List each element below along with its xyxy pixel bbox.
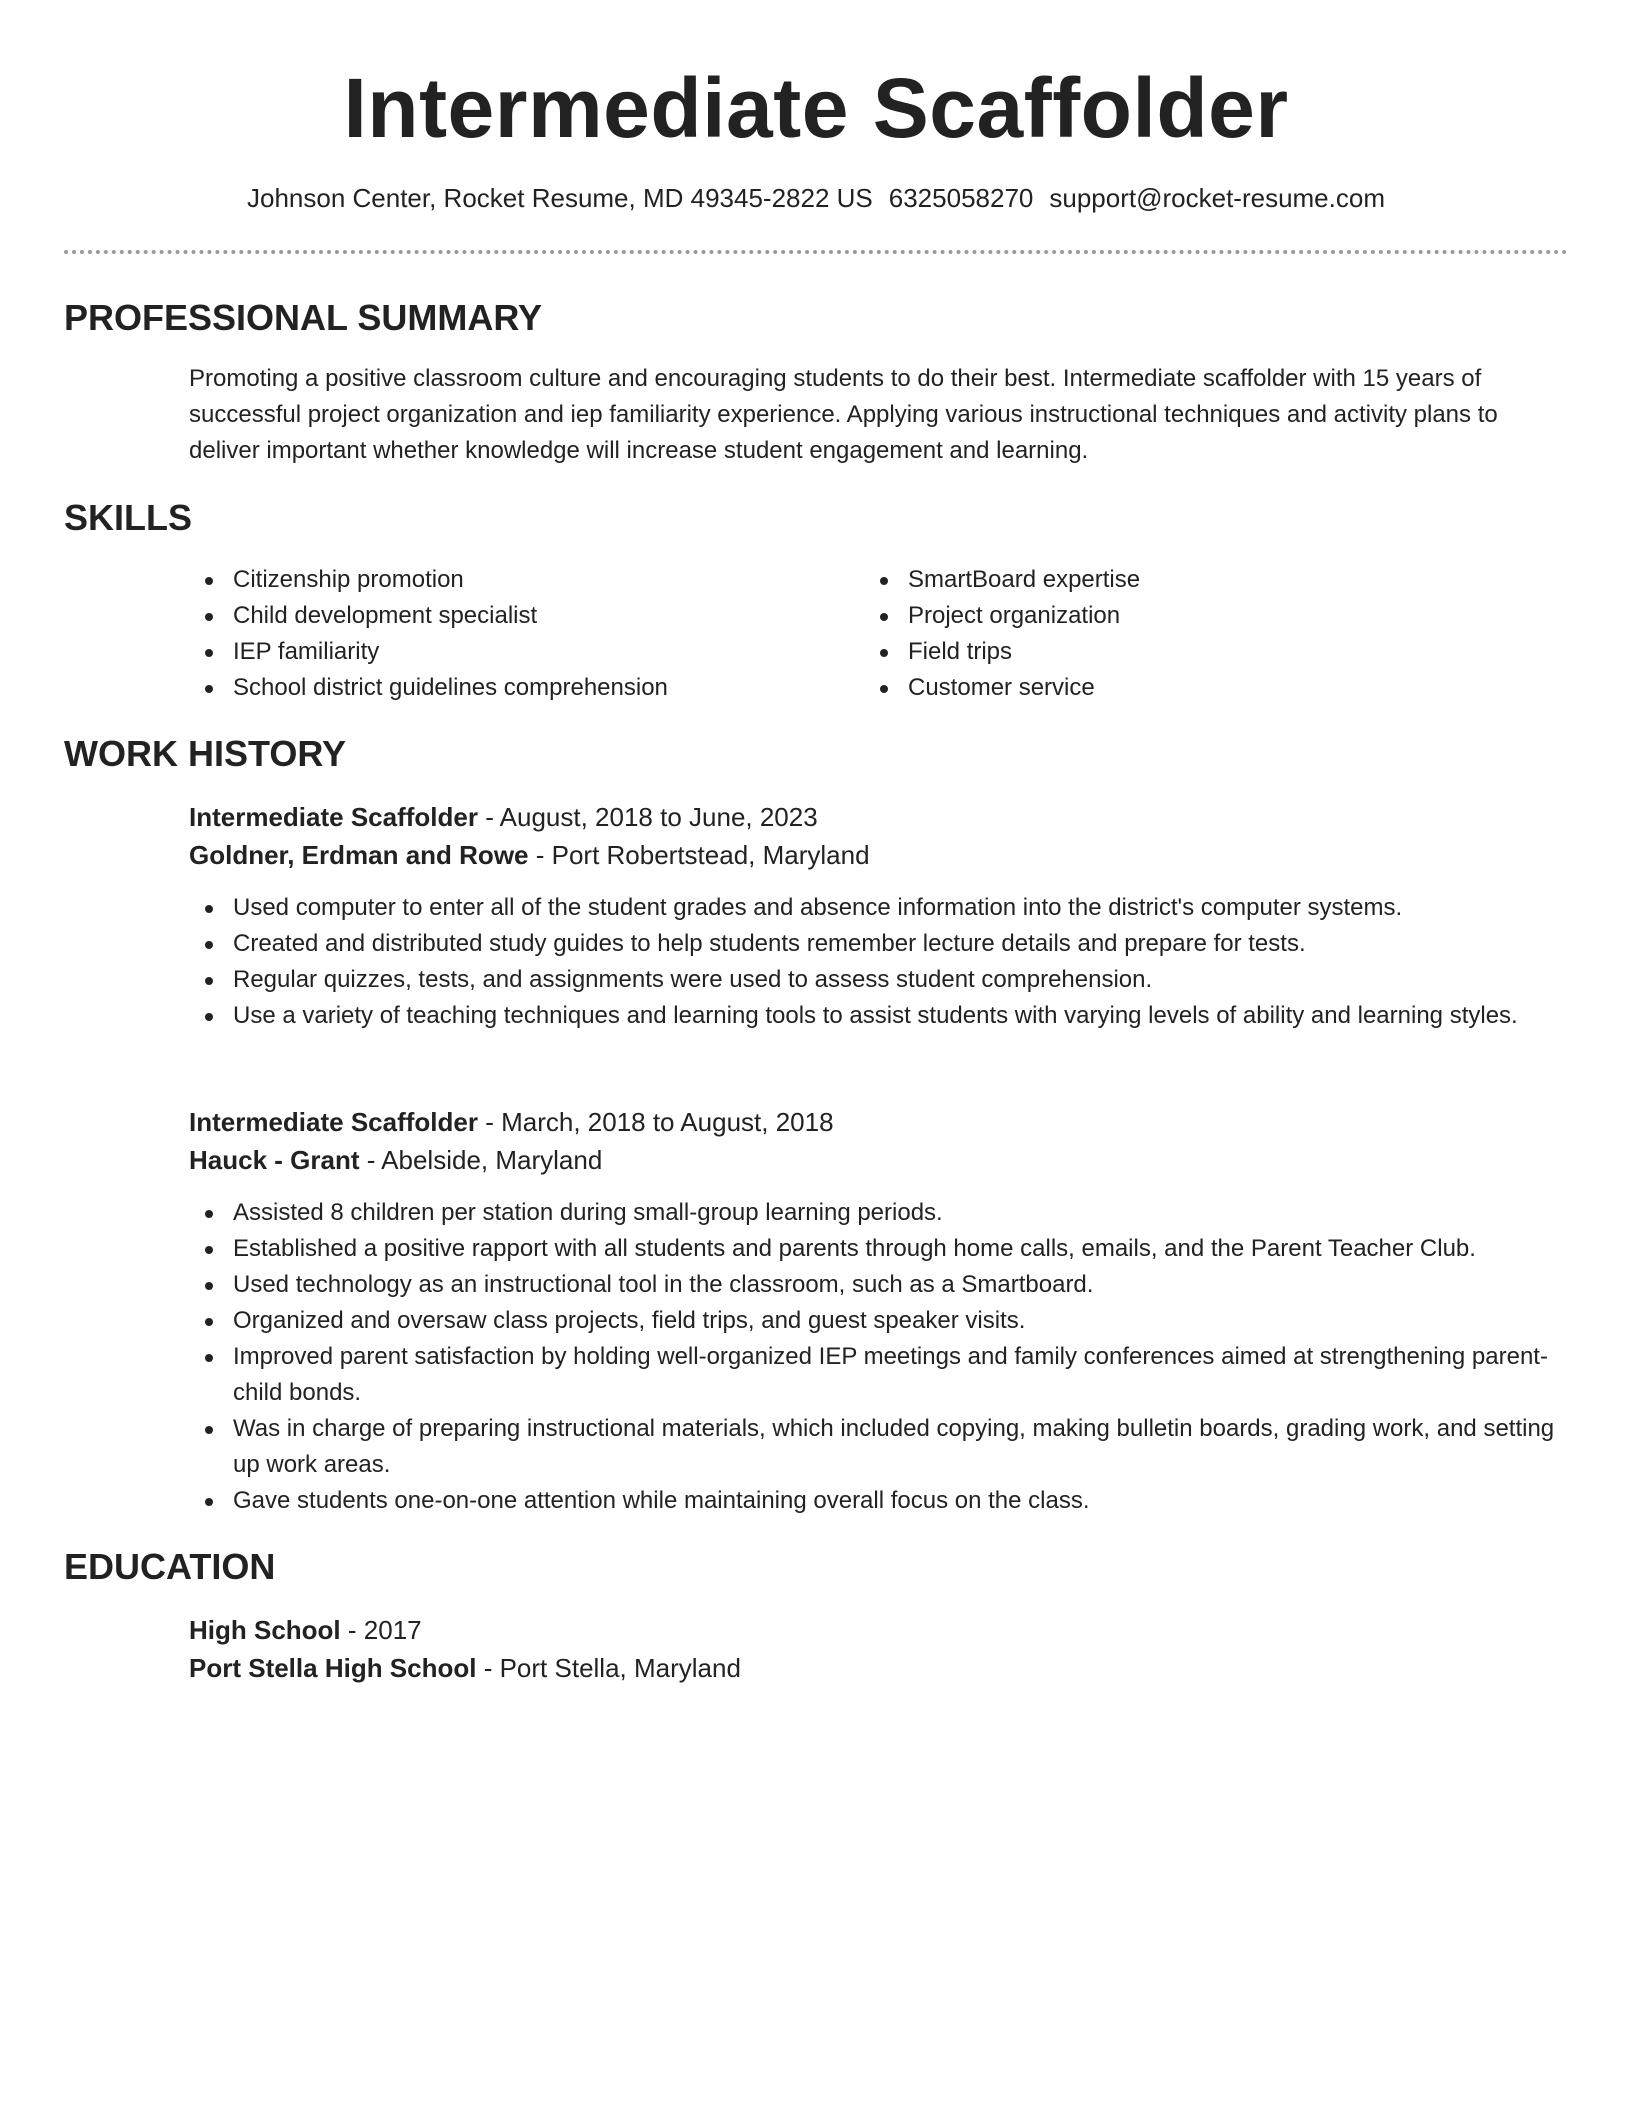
skill-label: Citizenship promotion [233, 566, 464, 593]
job-bullet-text: Organized and oversaw class projects, field trips, and guest speaker visits. [233, 1307, 1026, 1334]
bullet-icon [205, 1354, 213, 1362]
summary-heading: PROFESSIONAL SUMMARY [64, 297, 543, 338]
job-role: Intermediate Scaffolder [189, 802, 478, 832]
job-bullet [189, 926, 1568, 962]
education-location: - Port Stella, Maryland [476, 1653, 741, 1683]
bullet-icon [205, 1282, 213, 1290]
bullet-icon [205, 1426, 213, 1434]
job-bullet-text: Established a positive rapport with all students and parents through home calls, emails, and the Parent Teacher Club. [233, 1235, 1476, 1262]
job-bullet [189, 1339, 1568, 1411]
candidate-name: Intermediate Scaffolder [343, 61, 1289, 155]
contact-address: Johnson Center, Rocket Resume, MD 49345-2822 US [246, 183, 873, 213]
job-bullet [189, 962, 1568, 998]
job-role: Intermediate Scaffolder [189, 1107, 478, 1137]
education-heading: EDUCATION [64, 1546, 276, 1587]
bullet-icon [205, 1013, 213, 1021]
bullet-icon [205, 977, 213, 985]
job-bullet-text: Was in charge of preparing instructional materials, which included copying, making bulletin boards, grading work, and setting up work areas. [233, 1415, 1555, 1478]
job-bullets [189, 890, 1568, 1034]
skills-list-right [864, 562, 1464, 706]
job-title-line [189, 1103, 1568, 1141]
bullet-icon [205, 1246, 213, 1254]
job-dates: - March, 2018 to August, 2018 [477, 1107, 834, 1137]
job-company-line [189, 1141, 1568, 1179]
contact-line [0, 182, 1632, 214]
job-entry [189, 1103, 1568, 1179]
bullet-icon [205, 613, 213, 621]
job-bullet-text: Assisted 8 children per station during small-group learning periods. [233, 1199, 943, 1226]
skill-label: School district guidelines comprehension [233, 674, 668, 701]
skills-heading: SKILLS [64, 497, 193, 538]
bullet-icon [880, 649, 888, 657]
job-bullet [189, 1195, 1568, 1231]
job-company: Goldner, Erdman and Rowe [189, 840, 529, 870]
skill-label: Child development specialist [233, 602, 538, 629]
skill-item [189, 562, 789, 598]
skill-item [864, 598, 1464, 634]
job-bullet-text: Created and distributed study guides to help students remember lecture details and prepare for tests. [233, 930, 1306, 957]
bullet-icon [205, 577, 213, 585]
bullet-icon [205, 685, 213, 693]
skill-item [189, 634, 789, 670]
job-bullet-list [189, 890, 1568, 1034]
education-school: Port Stella High School [189, 1653, 477, 1683]
skill-item [864, 562, 1464, 598]
bullet-icon [205, 905, 213, 913]
job-bullet [189, 998, 1568, 1034]
job-title-line [189, 798, 1568, 836]
job-dates: - August, 2018 to June, 2023 [477, 802, 818, 832]
job-bullet-text: Improved parent satisfaction by holding well-organized IEP meetings and family conferences aimed at strengthening parent-child bonds. [233, 1343, 1548, 1406]
job-bullet-text: Used computer to enter all of the student grades and absence information into the district's computer systems. [233, 894, 1403, 921]
job-bullet [189, 1483, 1568, 1519]
job-company-line [189, 836, 1568, 874]
bullet-icon [205, 1498, 213, 1506]
skill-item [189, 598, 789, 634]
skill-label: Field trips [908, 638, 1013, 665]
education-school-line [189, 1649, 1568, 1687]
bullet-icon [205, 941, 213, 949]
job-bullet [189, 1411, 1568, 1483]
job-bullet [189, 1303, 1568, 1339]
skill-label: SmartBoard expertise [908, 566, 1141, 593]
job-bullet [189, 1231, 1568, 1267]
job-bullet-text: Use a variety of teaching techniques and learning tools to assist students with varying levels of ability and learning styles. [233, 1002, 1518, 1029]
summary-text: Promoting a positive classroom culture and encouraging students to do their best. Intermediate scaffolder with 15 years of successful project organization and iep familiarity experience. Applying various instructional techniques and activity plans to deliver important whether knowledge will increase student engagement and learning. [189, 365, 1498, 464]
job-company: Hauck - Grant [189, 1145, 360, 1175]
bullet-icon [880, 685, 888, 693]
job-location: - Abelside, Maryland [359, 1145, 603, 1175]
bullet-icon [205, 1210, 213, 1218]
skills-list-left [189, 562, 789, 706]
bullet-icon [880, 577, 888, 585]
education-year: - 2017 [340, 1615, 422, 1645]
bullet-icon [880, 613, 888, 621]
education-degree-line [189, 1611, 1568, 1649]
summary-section [189, 361, 1568, 469]
header-divider [64, 250, 1568, 254]
bullet-icon [205, 649, 213, 657]
education-entry [189, 1611, 1568, 1687]
work-heading: WORK HISTORY [64, 733, 347, 774]
job-bullet-text: Used technology as an instructional tool in the classroom, such as a Smartboard. [233, 1271, 1094, 1298]
job-bullet [189, 1267, 1568, 1303]
job-bullet [189, 890, 1568, 926]
job-bullets [189, 1195, 1568, 1519]
job-bullet-text: Regular quizzes, tests, and assignments were used to assess student comprehension. [233, 966, 1153, 993]
job-entry [189, 798, 1568, 874]
skill-label: Customer service [908, 674, 1095, 701]
skill-label: Project organization [908, 602, 1121, 629]
skill-item [864, 670, 1464, 706]
skill-item [189, 670, 789, 706]
job-bullet-text: Gave students one-on-one attention while maintaining overall focus on the class. [233, 1487, 1090, 1514]
contact-email: support@rocket-resume.com [1049, 183, 1385, 213]
skill-label: IEP familiarity [233, 638, 380, 665]
contact-phone: 6325058270 [888, 183, 1034, 213]
bullet-icon [205, 1318, 213, 1326]
skill-item [864, 634, 1464, 670]
job-bullet-list [189, 1195, 1568, 1519]
education-degree: High School [189, 1615, 341, 1645]
job-location: - Port Robertstead, Maryland [528, 840, 870, 870]
